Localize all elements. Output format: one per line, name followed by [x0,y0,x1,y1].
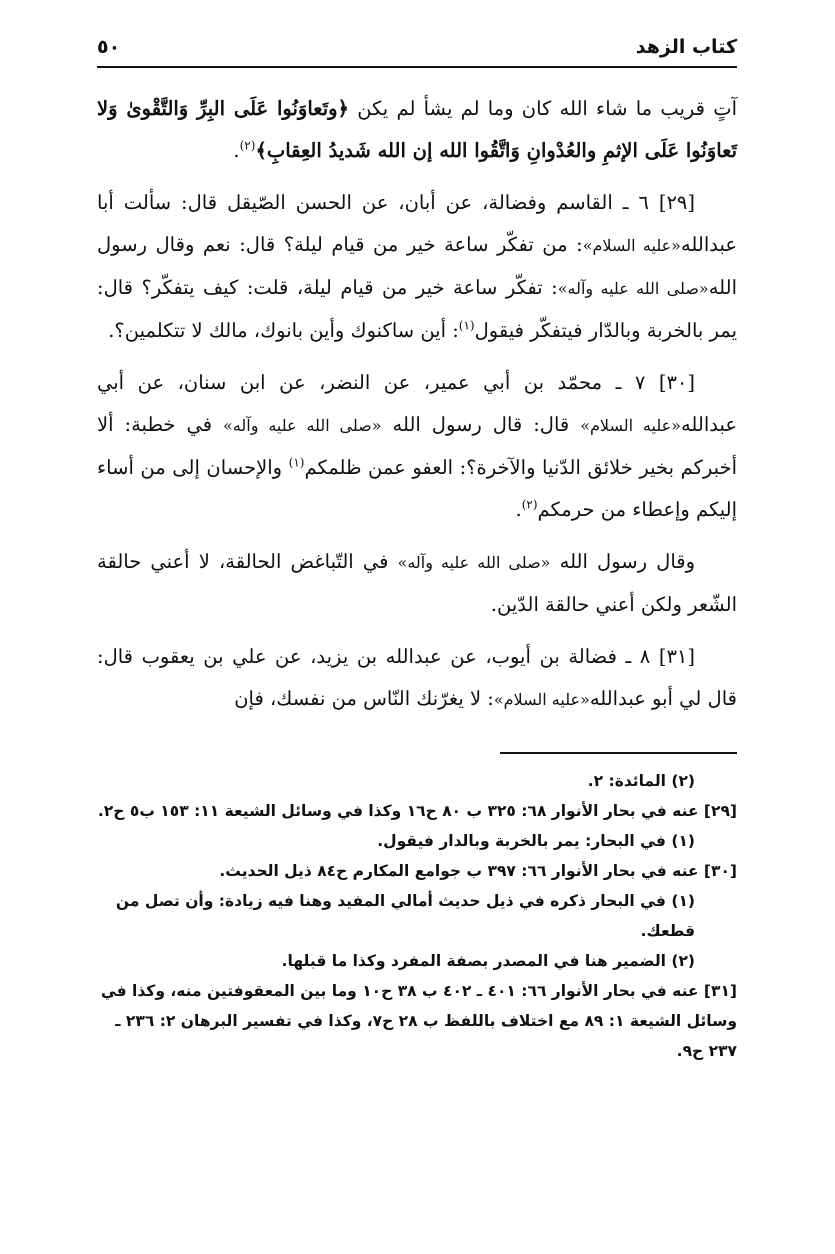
book-title: كتاب الزهد [635,36,737,58]
footnote-rule [500,752,737,754]
text-run: وقال رسول الله [550,550,695,573]
honorific: «صلى الله عليه وآله» [557,279,709,298]
text-run: آتٍ قريب ما شاء الله كان وما لم يشأ لم يكن [348,97,737,120]
footnote: (٢) الضمير هنا في المصدر بصفة المفرد وكذا ما قبلها. [281,952,695,970]
footnote-marker: (١) [288,455,305,470]
honorific: «صلى الله عليه وآله» [223,416,382,435]
footnote-reference: [٣١] عنه في بحار الأنوار ٦٦: ٤٠١ ـ ٤٠٢ ب ٣٨ ح١٠ وما بين المعقوفتين منه، وكذا في وسائل الشيعة ١: ٨٩ مع اختلاف باللفظ ب ٢٨ ح٧، وكذا في تفسير البرهان ٢: ٢٣٦ ـ ٢٣٧ ح٩. [100,982,737,1060]
footnote-marker: (٢) [521,497,538,512]
quran-verse: ﴿وتَعاوَنُوا عَلَى البِرِّ وَالتَّقْوىٰ وَلا تَعاوَنُوا عَلَى الإثمِ والعُدْوانِ وَاتَّقُوا الله إن الله شَديدُ العِقابِ﴾ [97,97,737,162]
footnote-marker: (٢) [239,138,256,153]
text-run: [٣٠] ٧ ـ محمّد بن أبي عمير، عن النضر، عن ابن سنان، عن أبي عبدالله [97,371,737,436]
running-header [97,30,737,64]
text-run: في التّباغض الحالقة، لا أعني حالقة الشّعر ولكن أعني حالقة الدّين. [97,550,737,616]
honorific: «صلى الله عليه وآله» [397,553,551,572]
footnotes [97,766,737,1066]
text-run: . [515,498,522,521]
paragraph-saying [97,541,737,626]
text-run: [٢٩] ٦ ـ القاسم وفضالة، عن أبان، عن الحسن الصّيقل قال: سألت أبا عبدالله [97,191,737,256]
text-run: والإحسان إلى من أساء إليكم وإعطاء من حرمكم [97,456,737,521]
footnote: (٢) المائدة: ٢. [587,772,695,790]
footnote-reference: [٣٠] عنه في بحار الأنوار ٦٦: ٣٩٧ ب جوامع المكارم ح٨٤ ذيل الحديث. [219,862,737,880]
text-run: في خطبة: ألا أخبركم بخير خلائق الدّنيا والآخرة؟: العفو عمن ظلمكم [97,413,737,479]
text-run: : تفكّر ساعة خير من قيام ليلة، قلت: كيف يتفكّر؟ قال: يمر بالخربة وبالدّار فيتفكّر فيقول [97,276,737,342]
text-run: قال: قال رسول الله [381,413,581,436]
honorific: «عليه السلام» [493,690,590,709]
text-run: : لا يغرّنك النّاس من نفسك، فإن [234,687,494,710]
paragraph-hadith-29 [97,182,737,352]
header-rule [97,66,737,68]
text-run: : من تفكّر ساعة خير من قيام ليلة؟ قال: نعم وقال رسول الله [97,233,737,299]
footnote-marker: (١) [458,318,475,333]
text-run: . [233,139,240,162]
footnote-reference: [٢٩] عنه في بحار الأنوار ٦٨: ٣٢٥ ب ٨٠ ح١٦ وكذا في وسائل الشيعة ١١: ١٥٣ ب٥ ح٢. [97,802,737,820]
paragraph-1 [97,88,737,172]
main-text [97,88,737,731]
page-number: ٥٠ [97,36,121,58]
text-run: : أين ساكنوك وأين بانوك، مالك لا تتكلمين؟. [108,319,459,342]
footnote: (١) في البحار: يمر بالخربة وبالدار فيقول. [377,832,695,850]
honorific: «عليه السلام» [582,236,681,255]
footnote: (١) في البحار ذكره في ذيل حديث أمالي المفيد وهنا فيه زيادة: وأن تصل من قطعك. [115,892,695,940]
paragraph-hadith-30 [97,362,737,531]
paragraph-hadith-31 [97,636,737,721]
honorific: «عليه السلام» [580,416,681,435]
text-run: [٣١] ٨ ـ فضالة بن أيوب، عن عبدالله بن يزيد، عن علي بن يعقوب قال: قال لي أبو عبدالله [97,645,737,710]
